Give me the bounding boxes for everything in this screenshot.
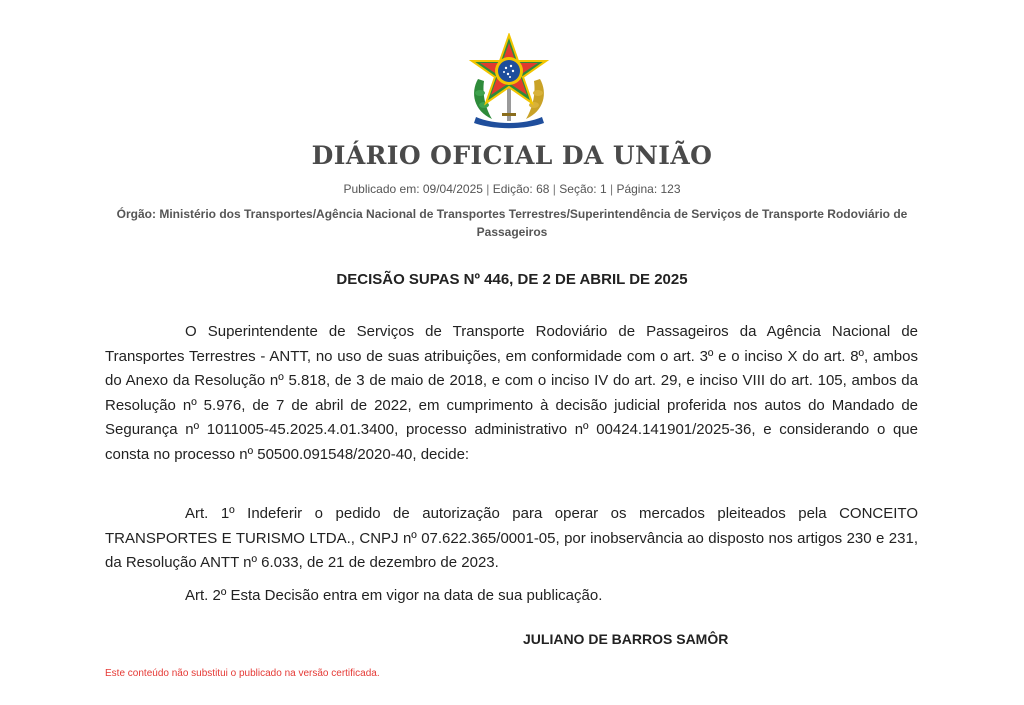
signatory-name: JULIANO DE BARROS SAMÔR (523, 631, 729, 647)
national-coat-of-arms-icon (466, 33, 552, 129)
publication-info (0, 182, 1024, 196)
page-number: Página: 123 (616, 182, 681, 196)
issuing-organ: Órgão: Ministério dos Transportes/Agência Nacional de Transportes Terrestres/Superintendência de Serviços de Transporte Rodoviário de Passageiros (116, 207, 908, 239)
section-number: Seção: 1 (559, 182, 607, 196)
edition-number: Edição: 68 (492, 182, 550, 196)
published-date: Publicado em: 09/04/2025 (343, 182, 483, 196)
decision-title: DECISÃO SUPAS Nº 446, DE 2 DE ABRIL DE 2025 (336, 271, 688, 288)
article-2-paragraph: Art. 2º Esta Decisão entra em vigor na data de sua publicação. (185, 587, 603, 604)
separator: | (552, 182, 556, 196)
certification-disclaimer: Este conteúdo não substitui o publicado na versão certificada. (105, 668, 380, 679)
separator: | (609, 182, 614, 196)
gazette-masthead: DIÁRIO OFICIAL DA UNIÃO (311, 141, 713, 170)
separator: | (486, 182, 490, 196)
preamble-paragraph: O Superintendente de Serviços de Transporte Rodoviário de Passageiros da Agência Nacional de Transportes Terrestres - ANTT, no uso de suas atribuições, em conformidade com o art. 3º e o inciso X do art. 8º, ambos do Anexo da Resolução nº 5.818, de 3 de maio de 2018, e com o inciso IV do art. 29, e inciso VIII do art. 105, ambos da Resolução nº 5.976, de 7 de abril de 2022, em cumprimento à decisão judicial proferida nos autos do Mandado de Segurança nº 1011005-45.2025.4.01.3400, processo administrativo nº 00424.141901/2025-36, e considerando o que consta no processo nº 50500.091548/2020-40, decide: (105, 323, 918, 463)
article-1-paragraph: Art. 1º Indeferir o pedido de autorização para operar os mercados pleiteados pela CONCEITO TRANSPORTES E TURISMO LTDA., CNPJ nº 07.622.365/0001-05, por inobservância ao disposto nos artigos 230 e 231, da Resolução ANTT nº 6.033, de 21 de dezembro de 2023. (105, 505, 918, 571)
